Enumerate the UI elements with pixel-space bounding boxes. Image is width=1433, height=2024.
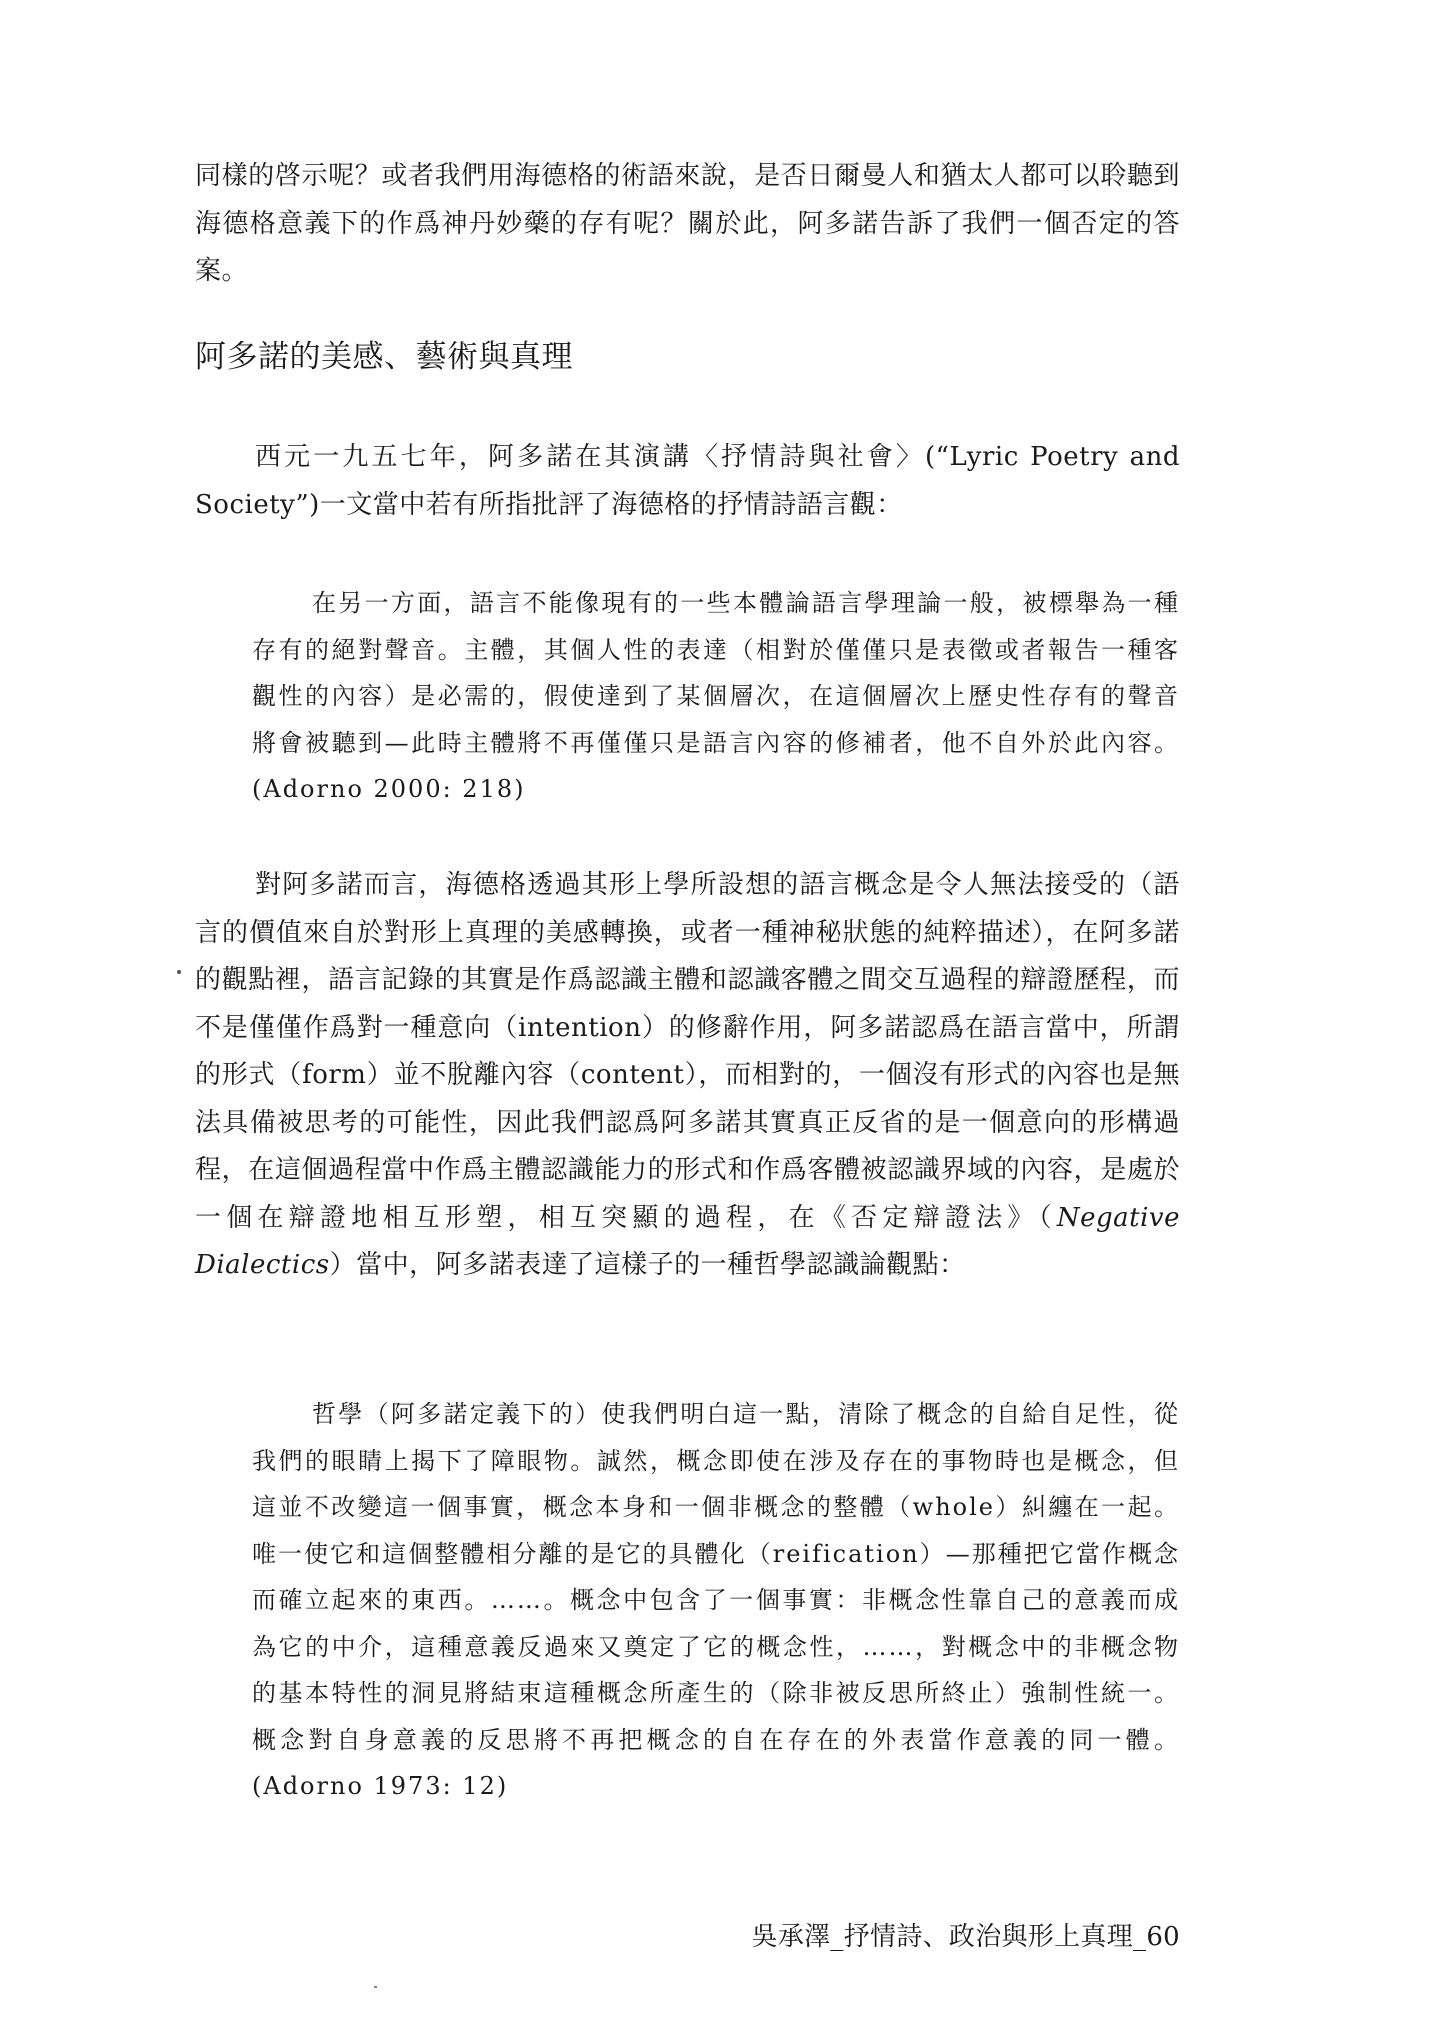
section-heading: 阿多諾的美感、藝術與真理 [195, 339, 573, 375]
block-quote-1-text: 在另一方面，語言不能像現有的一些本體論語言學理論一般，被標舉為一種存有的絕對聲音。主體，其個人性的表達（相對於僅僅只是表徵或者報告一種客觀性的內容）是必需的，假使達到了某個層次，在這個層次上歷史性存有的聲音將會被聽到—此時主體將不再僅僅只是語言內容的修補者，他不自外於此內容。 (Adorno 2000: 218) [252, 589, 1180, 803]
body-paragraph-part1: 對阿多諾而言，海德格透過其形上學所設想的語言概念是令人無法接受的（語言的價值來自於對形上真理的美感轉換，或者一種神秘狀態的純粹描述），在阿多諾的觀點裡，語言記錄的其實是作爲認識主體和認識客體之間交互過程的辯證歷程，而不是僅僅作爲對一種意向（intention）的修辭作用，阿多諾認爲在語言當中，所謂的形式（form）並不脫離內容（content），而相對的，一個沒有形式的內容也是無法具備被思考的可能性，因此我們認爲阿多諾其實真正反省的是一個意向的形構過程，在這個過程當中作爲主體認識能力的形式和作爲客體被認識界域的內容，是處於一個在辯證地相互形塑，相互突顯的過程，在《否定辯證法》（ [195, 870, 1180, 1233]
body-paragraph-text [195, 862, 1180, 1290]
scan-speck [374, 1986, 377, 1988]
block-quote-2-text: 哲學（阿多諾定義下的）使我們明白這一點，清除了概念的自給自足性，從我們的眼睛上揭下了障眼物。誠然，概念即使在涉及存在的事物時也是概念，但這並不改變這一個事實，概念本身和一個非概念的整體（whole）糾纏在一起。唯一使它和這個整體相分離的是它的具體化（reification）—那種把它當作概念而確立起來的東西。……。概念中包含了一個事實：非概念性靠自己的意義而成為它的中介，這種意義反過來又奠定了它的概念性，……，對概念中的非概念物的基本特性的洞見將結束這種概念所產生的（除非被反思所終止）強制性統一。概念對自身意義的反思將不再把概念的自在存在的外表當作意義的同一體。 (Adorno 1973: 12) [252, 1400, 1180, 1800]
intro-paragraph [195, 434, 1180, 529]
book-title: Negative Dialectics [195, 1202, 1180, 1280]
continuation-paragraph [195, 153, 1180, 296]
block-quote-1 [252, 580, 1180, 813]
intro-paragraph-text: 西元一九五七年，阿多諾在其演講〈抒情詩與社會〉(“Lyric Poetry and Society”)一文當中若有所指批評了海德格的抒情詩語言觀： [195, 442, 1180, 520]
body-paragraph-part2: ）當中，阿多諾表達了這樣子的一種哲學認識論觀點： [329, 1250, 966, 1280]
block-quote-2 [252, 1391, 1180, 1810]
continuation-paragraph-text: 同樣的啓示呢？或者我們用海德格的術語來說，是否日爾曼人和猶太人都可以聆聽到海德格意義下的作爲神丹妙藥的存有呢？關於此，阿多諾告訴了我們一個否定的答案。 [195, 161, 1180, 286]
page-footer: 吳承澤_抒情詩、政治與形上真理_60 [751, 1922, 1180, 1952]
body-paragraph [195, 862, 1180, 1290]
margin-mark [177, 970, 181, 974]
